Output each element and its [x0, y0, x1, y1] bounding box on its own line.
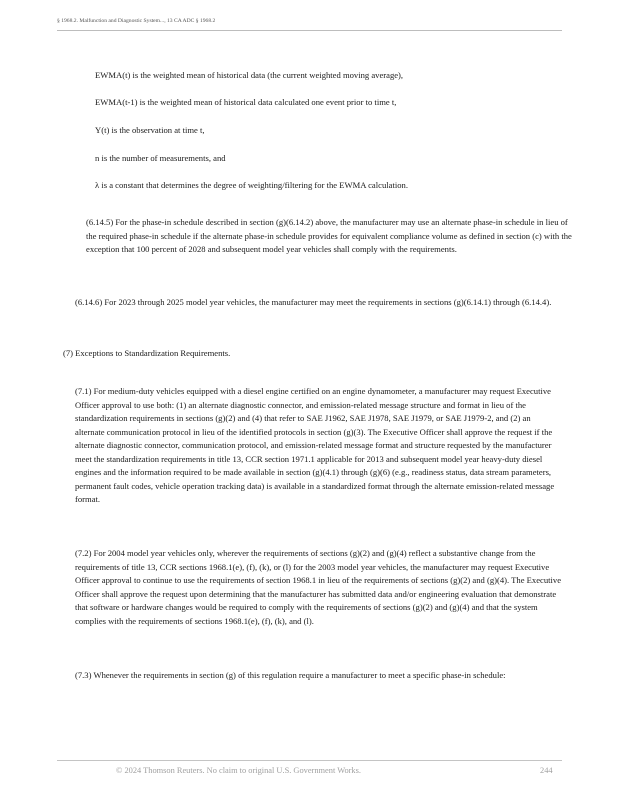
footer-divider: [57, 760, 562, 761]
paragraph-7-2: (7.2) For 2004 model year vehicles only, wherever the requirements of sections (g)(2) and (g)(4) reflect a substantive change from the requirements of title 13, CCR sections 1968.1(e), (f), (k), or (l) for the 2003 model year vehicles, the manufacturer may request Executive Officer approval to continue to use the requirements of section 1968.1 in lieu of the requirements of sections (g)(2) and (g)(4). The Executive Officer shall approve the request upon determining that the manufacturer has submitted data and/or engineering evaluation that demonstrate that software or hardware changes would be required to comply with the requirements of sections (g)(2) and (g)(4) and that the system complies with the requirements of sections 1968.1(e), (f), (k), and (l).: [75, 548, 562, 626]
paragraph-7-1: (7.1) For medium-duty vehicles equipped with a diesel engine certified on an engine dynamometer, a manufacturer may request Executive Officer approval to use both: (1) an alternate diagnostic connector, and emission-related message structure and format in lieu of the standardization requirements in sections (g)(2) and (4) that refer to SAE J1962, SAE J1978, SAE J1979, or SAE J1979-2, and (2) an alternate communication protocol in lieu of the identified protocols in section (g)(3). The Executive Officer shall approve the request if the alternate diagnostic connector, communication protocol, and emission-related message format and structure requested by the manufacturer meet the standardization requirements in title 13, CCR section 1971.1 applicable for 2013 and subsequent model year heavy-duty diesel engines and the information required to be made available in section (g)(4.1) through (g)(6) (e.g., readiness status, data stream parameters, permanent fault codes, vehicle operation tracking data) is available in a standardized format through the alternate emission-related message format.: [75, 386, 555, 504]
paragraph-7-3: (7.3) Whenever the requirements in section (g) of this regulation require a manufacturer to meet a specific phase-in schedule:: [75, 670, 506, 680]
definition-lambda: λ is a constant that determines the degree of weighting/filtering for the EWMA calculation.: [95, 180, 408, 190]
running-header: § 1968.2. Malfunction and Diagnostic System..., 13 CA ADC § 1968.2: [57, 18, 562, 31]
section-heading-7: (7) Exceptions to Standardization Requirements.: [63, 348, 231, 358]
footer-copyright: © 2024 Thomson Reuters. No claim to original U.S. Government Works.: [116, 766, 361, 775]
definition-ewma-t: EWMA(t) is the weighted mean of historical data (the current weighted moving average),: [95, 70, 404, 80]
paragraph-6-14-5: (6.14.5) For the phase-in schedule described in section (g)(6.14.2) above, the manufacturer may use an alternate phase-in schedule in lieu of the required phase-in schedule if the alternate phase-in schedule provides for equivalent compliance volume as defined in section (c) with the exception that 100 percent of 2028 and subsequent model year vehicles shall comply with the requirements.: [86, 217, 572, 254]
paragraph-6-14-6: (6.14.6) For 2023 through 2025 model year vehicles, the manufacturer may meet the requirements in sections (g)(6.14.1) through (6.14.4).: [75, 297, 552, 307]
definition-ewma-t-1: EWMA(t-1) is the weighted mean of historical data calculated one event prior to time t,: [95, 97, 397, 107]
page-number: 244: [540, 766, 553, 775]
definition-n: n is the number of measurements, and: [95, 153, 226, 163]
definition-y-t: Y(t) is the observation at time t,: [95, 125, 205, 135]
